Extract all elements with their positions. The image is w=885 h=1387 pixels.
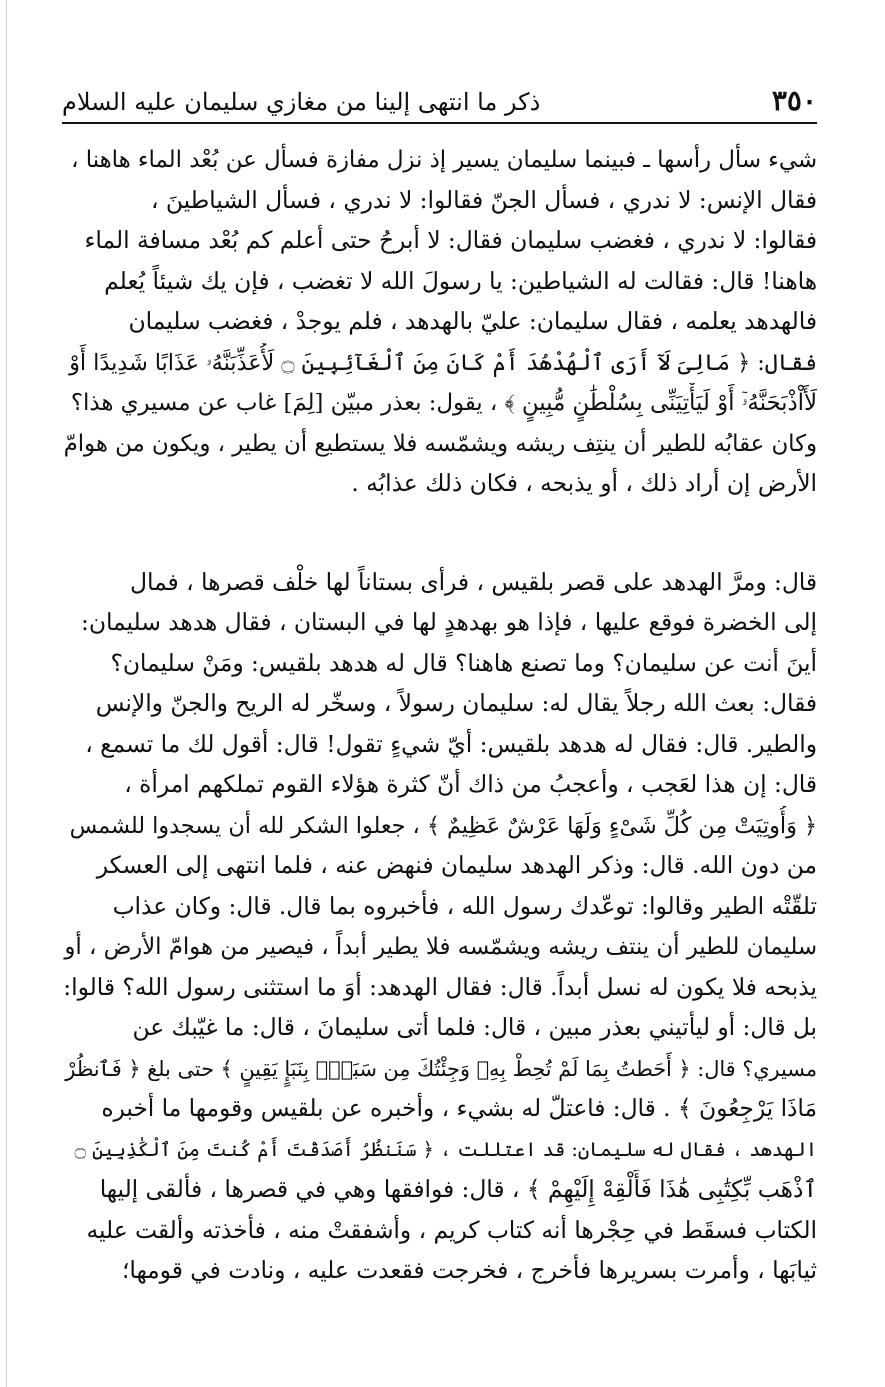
text-line: ٱذْهَب بِّكِتَٰبِى هَٰذَا فَأَلْقِهْ إِلَيْهِمْ ﴾ ، قال: فوافقها وهي في قصرها ، فألقى إليها	[99, 1176, 817, 1203]
page-header	[62, 78, 817, 124]
text-line: قال: إن هذا لعَجب ، وأعجبُ من ذاك أنّ كثرة هؤلاء القوم تملكهم امرأة ،	[124, 771, 817, 798]
text-line: بل قال: أو ليأتيني بعذر مبين ، قال: فلما أتى سليمانَ ، قال: ما غيّبك عن	[132, 1014, 817, 1041]
text-line: فقال: بعث الله رجلاً يقال له: سليمان رسولاً ، وسخّر له الريح والجنّ والإنس	[95, 690, 817, 717]
running-head: ذكر ما انتهى إلينا من مغازي سليمان عليه السلام	[62, 88, 541, 116]
text-line: ﴿ وَأُوتِيَتْ مِن كُلِّ شَىْءٍ وَلَهَا عَرْشٌ عَظِيمٌ ﴾ ، جعلوا الشكر لله أن يسجدوا للشمس	[69, 812, 817, 839]
text-line: فقال: ﴿ مَالِىَ لَآ أَرَى ٱلْهُدْهُدَ أَمْ كَانَ مِنَ ٱلْغَآئِبِينَ ۝ لَأُعَذِّبَنَّهُۥ عَذَابًا شَدِيدًا أَوْ	[69, 349, 817, 376]
text-line: الكتاب فسقَط في حِجْرها أنه كتاب كريم ، وأشفقتْ منه ، فأخذته وألقت عليه	[86, 1216, 817, 1244]
text-line: قال: ومرَّ الهدهد على قصر بلقيس ، فرأى بستاناً لها خلْف قصرها ، فمال	[130, 568, 817, 596]
text-line: والطير. قال: فقال له هدهد بلقيس: أيّ شيءٍ تقول! قال: أقول لك ما تسمع ،	[85, 730, 817, 758]
page-edge-line	[6, 0, 7, 1387]
page-body	[62, 140, 817, 1292]
text-line: لَأَاْذْبَحَنَّهُۥٓ أَوْ لَيَأْتِيَنِّى بِسُلْطَٰنٍ مُّبِينٍ ﴾ ، يقول: بعذر مبيّن [لِمَ] غاب عن مسيري هذا؟	[70, 390, 817, 416]
text-line: فقالوا: لا ندري ، فغضب سليمان فقال: لا أبرحُ حتى أعلم كم بُعْد مسافة الماء	[84, 227, 817, 254]
text-line: أينَ أنت عن سليمان؟ وما تصنع هاهنا؟ قال له هدهد بلقيس: ومَنْ سليمان؟	[110, 649, 817, 677]
text-line: ثيابَها ، وأمرت بسريرها فأخرج ، فخرجت فقعدت عليه ، ونادت في قومها؛	[121, 1257, 817, 1284]
page-number: ٣٥٠	[771, 84, 817, 117]
text-line: هاهنا! قال: فقالت له الشياطين: يا رسولَ الله لا تغضب ، فإن يك شيئاً يُعلم	[104, 267, 817, 295]
text-line: وكان عقابُه للطير أن ينتِف ريشه ويشمّسه فلا يستطيع أن يطير ، ويكون من هوامّ	[63, 430, 817, 457]
text-line: سليمان للطير أن ينتف ريشه ويشمّسه فلا يطير أبداً ، فيصير من هوامّ الأرض ، أو	[64, 934, 817, 960]
text-line: فقال الإنس: لا ندري ، فسأل الجنّ فقالوا: لا ندري ، فسأل الشياطينَ ،	[150, 186, 817, 214]
text-line: الأرض إن أراد ذلك ، أو يذبحه ، فكان ذلك عذابُه .	[351, 470, 817, 497]
text-line: من دون الله. قال: وذكر الهدهد سليمان فنهض عنه ، فلما انتهى إلى العسكر	[96, 852, 817, 879]
text-line: مسيري؟ قال: ﴿ أَحَطتُ بِمَا لَمْ تُحِطْ بِهِۦ وَجِئْتُكَ مِن سَبَإٍۭ بِنَبَإٍ يَقِينٍ ﴾ حتى بلغ ﴿ فَٱنظُرْ	[65, 1056, 817, 1081]
text-line: فالهدهد يعلمه ، فقال سليمان: عليّ بالهدهد ، فلم يوجدْ ، فغضب سليمان	[128, 308, 817, 335]
paragraph-1	[62, 140, 817, 505]
text-line: الهدهد ، فقال له سليمان: قد اعتللت ، ﴿ سَنَنظُرُ أَصَدَقْتَ أَمْ كُنتَ مِنَ ٱلْكَٰذِبِينَ ۝	[74, 1137, 817, 1161]
text-line: يذبحه فلا يكون له نسل أبداً. قال: فقال الهدهد: أوَ ما استثنى رسول الله؟ قالوا:	[63, 973, 817, 1001]
text-line: شيء سأل رأسها ـ فبينما سليمان يسير إذ نزل مفازة فسأل عن بُعْد الماء هاهنا ،	[71, 147, 817, 173]
paragraph-2	[62, 563, 817, 1292]
text-line: إلى الخضرة فوقع عليها ، فإذا هو بهدهدٍ لها في البستان ، فقال هدهد سليمان:	[80, 609, 817, 636]
text-line: تلقّتْه الطير وقالوا: توعّدك رسول الله ، فأخبروه بما قال. قال: وكان عذاب	[112, 892, 817, 920]
text-line: مَاذَا يَرْجِعُونَ ﴾ . قال: فاعتلّ له بشيء ، وأخبره عن بلقيس وقومها ما أخبره	[101, 1095, 817, 1122]
